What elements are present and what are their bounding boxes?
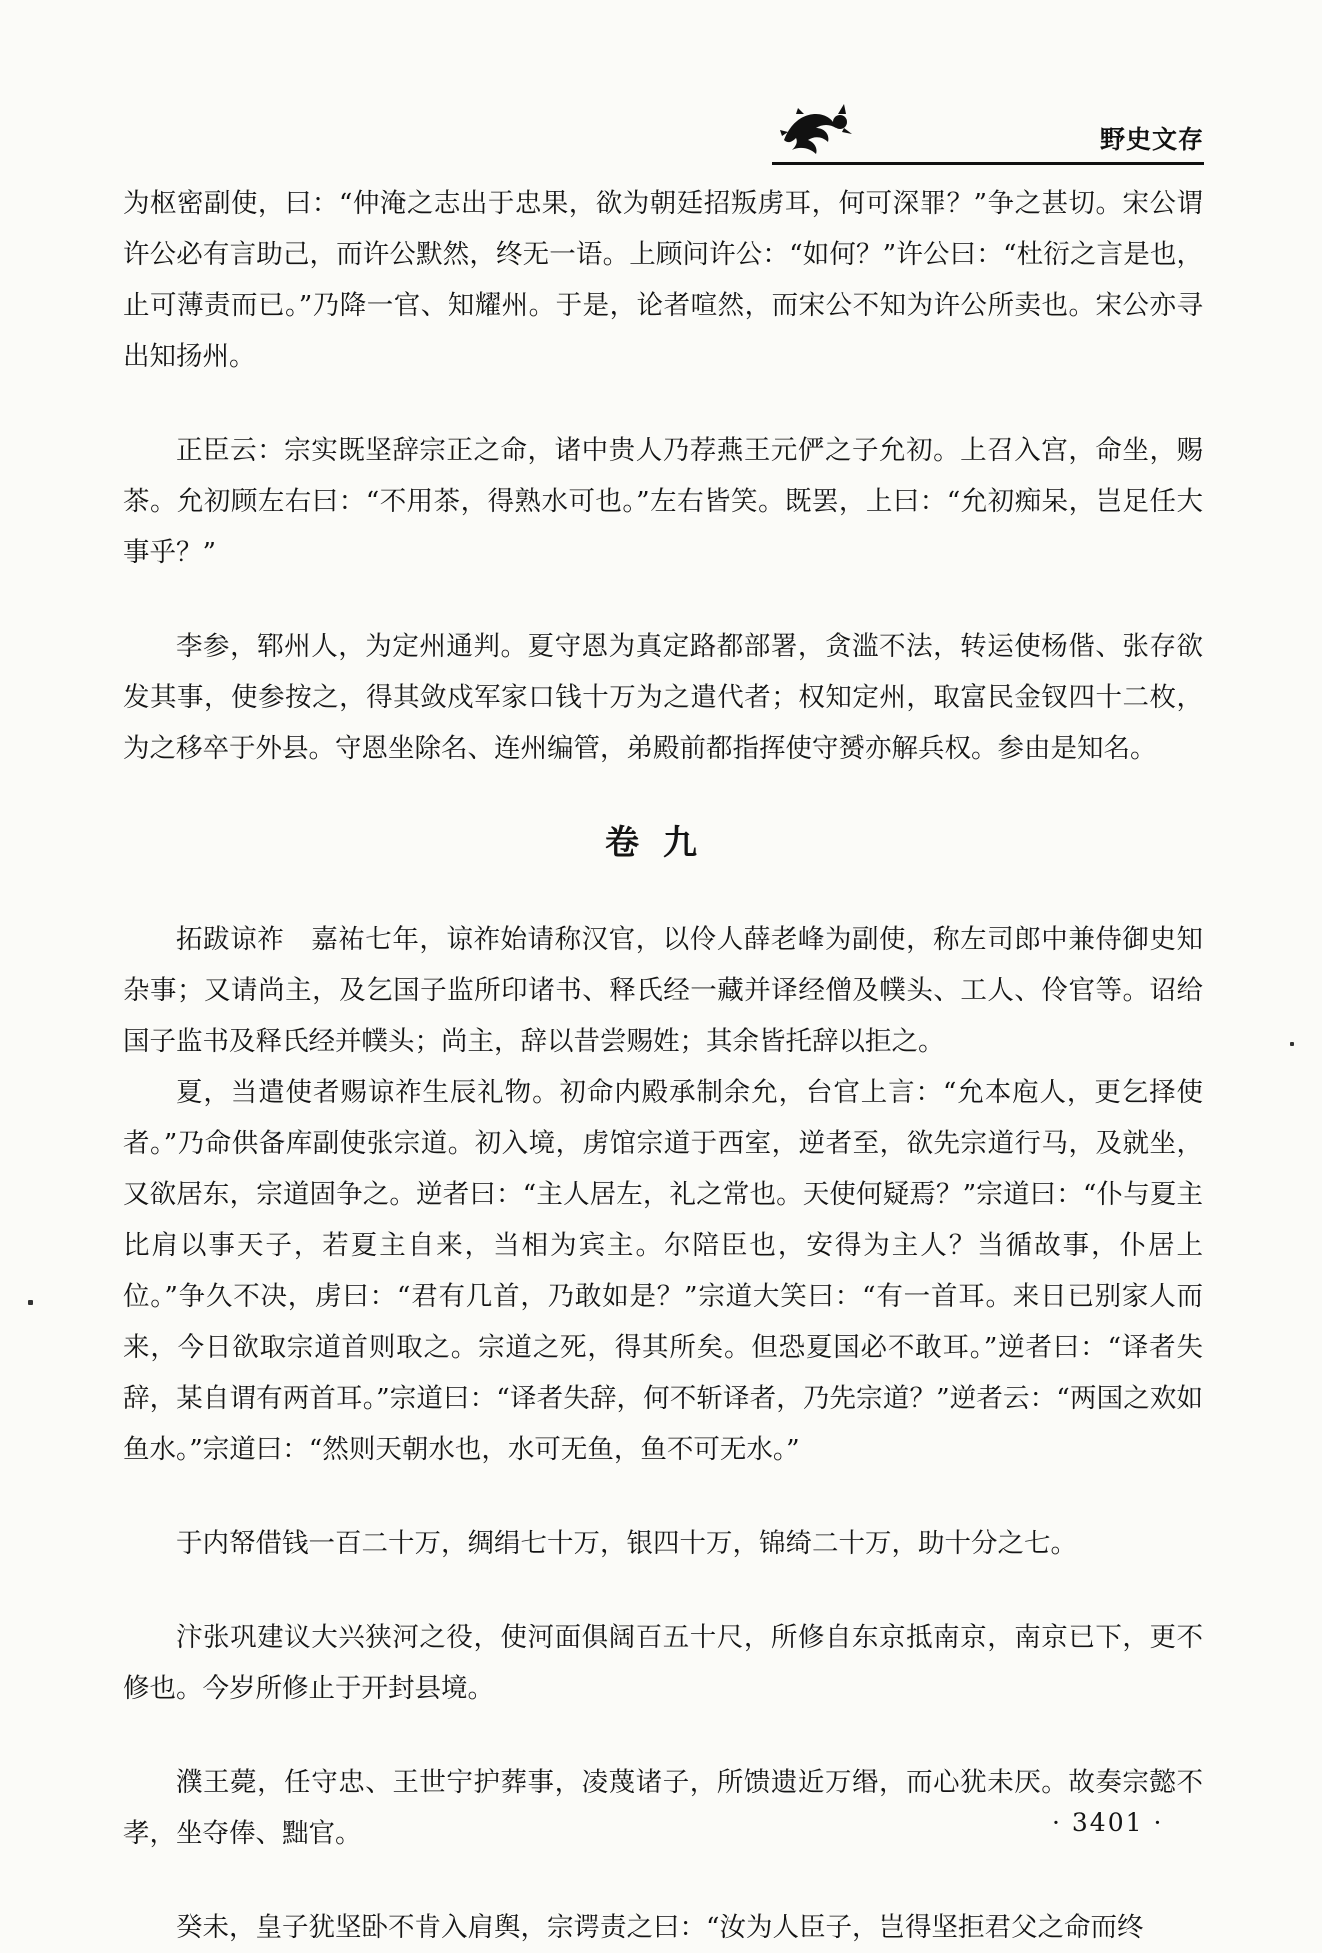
header-rule <box>772 162 1204 165</box>
paragraph-xia-envoy: 夏，当遣使者赐谅祚生辰礼物。初命内殿承制余允，台官上言：“允本庖人，更乞择使者。”乃命供备库副使张宗道。初入境，虏馆宗道于西室，逆者至，欲先宗道行马，及就坐，又欲居东，宗道固争之。逆者曰：“主人居左，礼之常也。天使何疑焉？”宗道曰：“仆与夏主比肩以事天子，若夏主自来，当相为宾主。尔陪臣也，安得为主人？当循故事，仆居上位。”争久不决，虏曰：“君有几首，乃敢如是？”宗道大笑曰：“有一首耳。来日已别家人而来，今日欲取宗道首则取之。宗道之死，得其所矣。但恐夏国必不敢耳。”逆者曰：“译者失辞，某自谓有两首耳。”宗道曰：“译者失辞，何不斩译者，乃先宗道？”逆者云：“两国之欢如鱼水。”宗道曰：“然则天朝水也，水可无鱼，鱼不可无水。” <box>123 1077 1203 1465</box>
paragraph-continued: 为枢密副使，曰：“仲淹之志出于忠果，欲为朝廷招叛虏耳，何可深罪？”争之甚切。宋公谓许公必有言助己，而许公默然，终无一语。上顾问许公：“如何？”许公曰：“杜衍之言是也，止可薄责而已。”乃降一官、知耀州。于是，论者喧然，而宋公不知为许公所卖也。宋公亦寻出知扬州。 <box>123 188 1203 372</box>
paragraph-puwang: 濮王薨，任守忠、王世宁护葬事，凌蔑诸子，所馈遗近万缗，而心犹未厌。故奏宗懿不孝，坐夺俸、黜官。 <box>123 1767 1203 1849</box>
chapter-title: 卷九 <box>605 823 721 863</box>
page-body <box>123 178 1203 1953</box>
dragon-emblem-icon <box>778 100 852 160</box>
paragraph-zhanggong: 汴张巩建议大兴狭河之役，使河面俱阔百五十尺，所修自东京抵南京，南京已下，更不修也。今岁所修止于开封县境。 <box>123 1622 1203 1704</box>
page-number: · 3401 · <box>1052 1808 1164 1837</box>
paragraph-lishen: 李参，郓州人，为定州通判。夏守恩为真定路都部署，贪滥不法，转运使杨偕、张存欲发其事，使参按之，得其敛戍军家口钱十万为之遣代者；权知定州，取富民金钗四十二枚，为之移卒于外县。守恩坐除名、连州编管，弟殿前都指挥使守赟亦解兵权。参由是知名。 <box>123 631 1203 764</box>
series-title: 野史文存 <box>1099 125 1204 154</box>
scan-speck <box>1290 1042 1294 1046</box>
paragraph-zhengchen: 正臣云：宗实既坚辞宗正之命，诸中贵人乃荐燕王元俨之子允初。上召入宫，命坐，赐茶。允初顾左右曰：“不用茶，得熟水可也。”左右皆笑。既罢，上曰：“允初痴呆，岂足任大事乎？” <box>123 435 1203 568</box>
paragraph-tuoba: 拓跋谅祚 嘉祐七年，谅祚始请称汉官，以伶人薛老峰为副使，称左司郎中兼侍御史知杂事；又请尚主，及乞国子监所印诸书、释氏经一藏并译经僧及幞头、工人、伶官等。诏给国子监书及释氏经并幞头；尚主，辞以昔尝赐姓；其余皆托辞以拒之。 <box>123 924 1203 1057</box>
scan-speck <box>28 1300 33 1305</box>
paragraph-guiwei: 癸未，皇子犹坚卧不肯入肩舆，宗谔责之曰：“汝为人臣子，岂得坚拒君父之命而终 <box>176 1912 1144 1943</box>
paragraph-neitang: 于内帑借钱一百二十万，绸绢七十万，银四十万，锦绮二十万，助十分之七。 <box>176 1528 1077 1559</box>
